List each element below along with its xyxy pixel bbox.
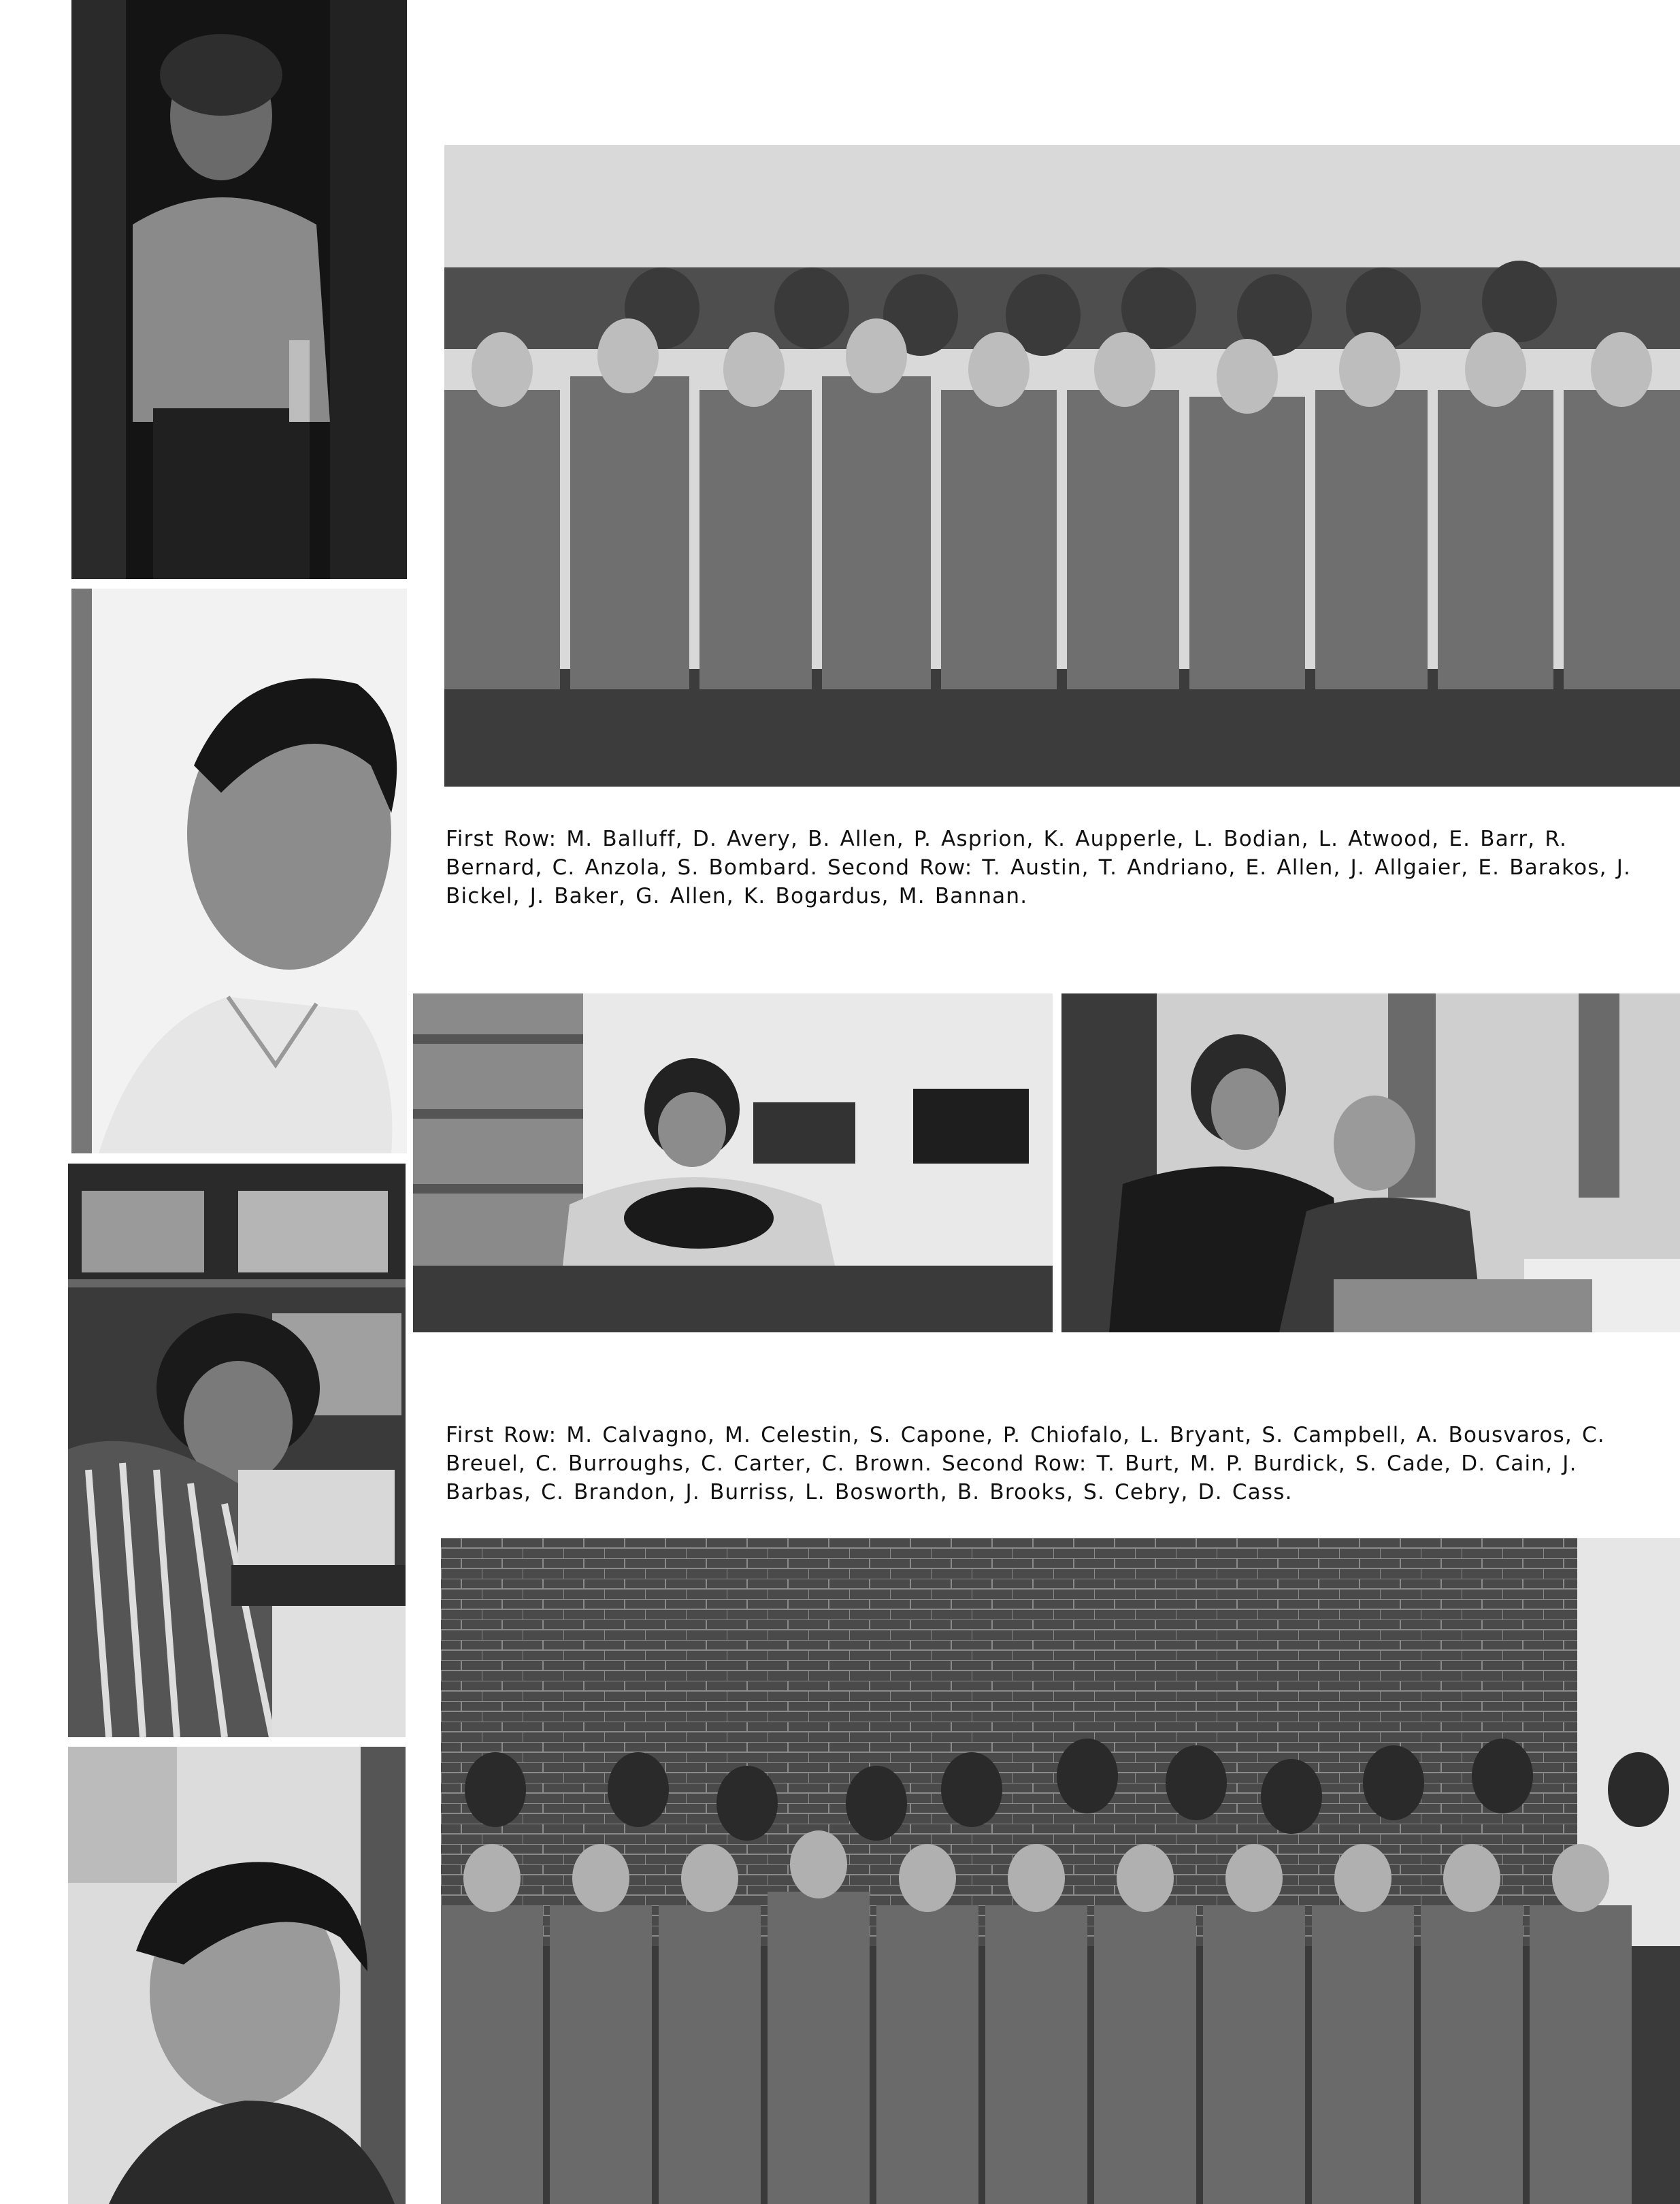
photo-group-two [441,1538,1680,2204]
photo-classroom-sitting [413,993,1053,1332]
photo-group-one [444,145,1680,787]
photo-student-portrait [71,589,407,1153]
photo-student-library [68,1164,406,1737]
caption-group-two: First Row: M. Calvagno, M. Celestin, S. Capone, P. Chiofalo, L. Bryant, S. Campbell, A. Bousvaros, C. Breuel, C. Burroughs, C. Carter, C. Brown. Second Row: T. Burt, M. P. Burdick, S. Cade, D. Cain, J. Barbas, C. Brandon, J. Burriss, L. Bosworth, B. Brooks, S. Cebry, D. Cass. [446,1423,1605,1504]
photo-classroom-laughing [1061,993,1680,1332]
caption-group-one: First Row: M. Balluff, D. Avery, B. Allen, P. Asprion, K. Aupperle, L. Bodian, L. Atwood, E. Barr, R. Bernard, C. Anzola, S. Bombard. Second Row: T. Austin, T. Andriano, E. Allen, J. Allgaier, E. Barakos, J. Bickel, J. Baker, G. Allen, K. Bogardus, M. Bannan. [446,827,1632,908]
photo-student-smiling [68,1747,406,2204]
photo-student-doorway [71,0,407,579]
